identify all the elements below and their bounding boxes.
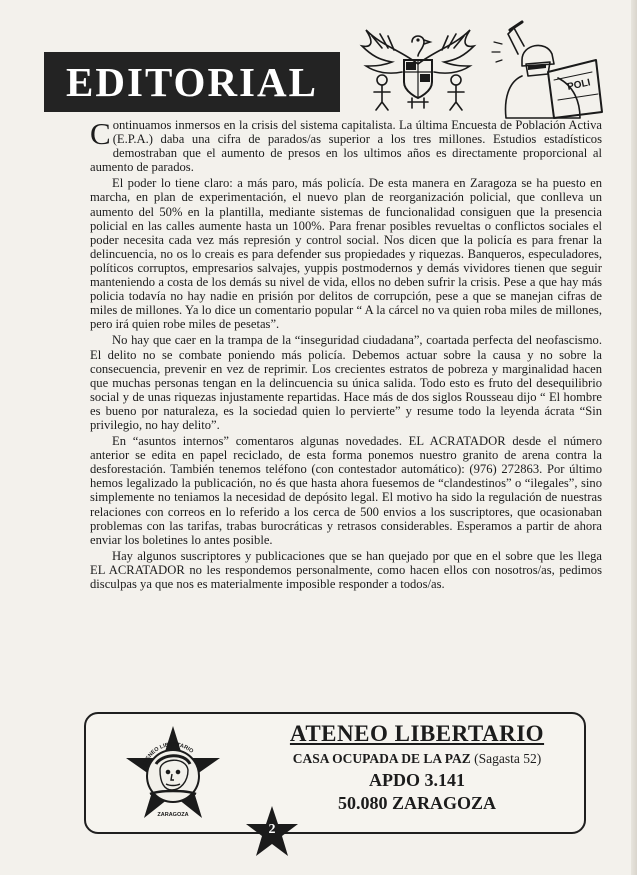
- ateneo-title: ATENEO LIBERTARIO: [289, 721, 545, 746]
- police-officer-illustration: [488, 20, 606, 120]
- editorial-article: [90, 118, 602, 591]
- logo-text-bottom: ZARAGOZA: [157, 812, 189, 818]
- article-paragraph: En “asuntos internos” comentaros algunas novedades. EL ACRATADOR desde el número anterior se edita en papel reciclado, de esta forma ponemos nuestro granito de arena contra la desforestación. También tenemos teléfono (con contestador automático): (976) 272863. Por último hemos legalizado la publicación, no és que hasta ahora fuesemos de “clandestinos” o “ilegales”, sino simplemente no teniamos la necesidad de depósito legal. El motivo ha sido la regulación de nuestras relaciones con correos en lo referido a los cerca de 500 envios a los suscriptores, que ocasionaban problemas con las tarifas, trabas burocráticas y retrasos considerables. Esperamos a partir de ahora enviar los boletines lo antes posible.: [90, 434, 602, 547]
- drop-cap: C: [90, 116, 111, 151]
- page-number: 2: [268, 822, 276, 837]
- address-line: CASA OCUPADA DE LA PAZ (Sagasta 52): [292, 751, 542, 766]
- editorial-banner: [44, 52, 340, 112]
- ateneo-address: [266, 720, 568, 814]
- logo-text-top: ATENEO LIBERTARIO: [142, 741, 195, 768]
- page-edge: [631, 0, 637, 875]
- police-sign-text: POLI: [566, 77, 592, 93]
- article-paragraph: No hay que caer en la trampa de la “inseguridad ciudadana”, coartada perfecta del neofascismo. El delito no se combate poniendo más policía. Debemos actuar sobre la causa y no sobre la consecuencia, prevenir en vez de reprimir. Los crecientes estratos de pobreza y marginalidad hacen que muchas personas tengan en la delincuencia su única salida. Todo esto es fruto del desequilibrio social y de unas riquezas injustamente repartidas. Hace más de dos siglos Rousseau dijo “ El hombre es bueno por naturaleza, es la sociedad quien lo pervierte” y resume todo la leyenda ácrata “Sin privilegio, no hay delito”.: [90, 333, 602, 432]
- ateneo-contact-box: [84, 712, 586, 834]
- ateneo-star-logo: [120, 724, 226, 826]
- article-paragraph: Continuamos inmersos en la crisis del sistema capitalista. La última Encuesta de Población Activa (E.P.A.) daba una cifra de parados/as superior a los tres millones. Estudios estadísticos demostraban que el aumento de presos en los ultimos años es directamente proporcional al aumento de parados.: [90, 116, 602, 175]
- eagle-crest-illustration: [352, 22, 484, 112]
- po-box: APDO 3.141: [369, 770, 465, 790]
- article-paragraph: Hay algunos suscriptores y publicaciones que se han quejado por que en el sobre que les llega EL ACRATADOR no les respondemos personalmente, como hacen ellos con nosotros/as, pedimos disculpas ya que nos es materialmente imposible responder a todos/as.: [90, 548, 602, 591]
- article-paragraph: El poder lo tiene claro: a más paro, más policía. De esta manera en Zaragoza se ha puesto en marcha, en plan de experimentación, el nuevo plan de reorganización policial, que conlleva un aumento del 50% en la plantilla, mediante sistemas de funcionalidad consiguen que la presencia policial en las calles aumente hasta un 100%. Para frenar posibles revueltas o conflictos sociales el poder necesita cada vez más represión y control social. Nos dicen que la policía es para frenar la delincuencia, no os lo creais es para defender sus propiedades y riquezas. Banqueros, especuladores, políticos corruptos, empresarios salvajes, yuppis postmodernos y demás vividores tienen que seguir manteniendo a costa de los demás su nivel de vida, ellos no deben sufrir la crisis. Pese a que hay más policia todavía no hay nadie en prisión por delitos de corrupción, pese a que se manejan cifras de miles de millones. Ya lo dice un comentario popular “ A la cárcel no va quien roba miles de millones, pero irá quien robe miles de pesetas”.: [90, 176, 602, 332]
- page-title: EDITORIAL: [66, 59, 318, 105]
- postal-city: 50.080 ZARAGOZA: [337, 793, 496, 813]
